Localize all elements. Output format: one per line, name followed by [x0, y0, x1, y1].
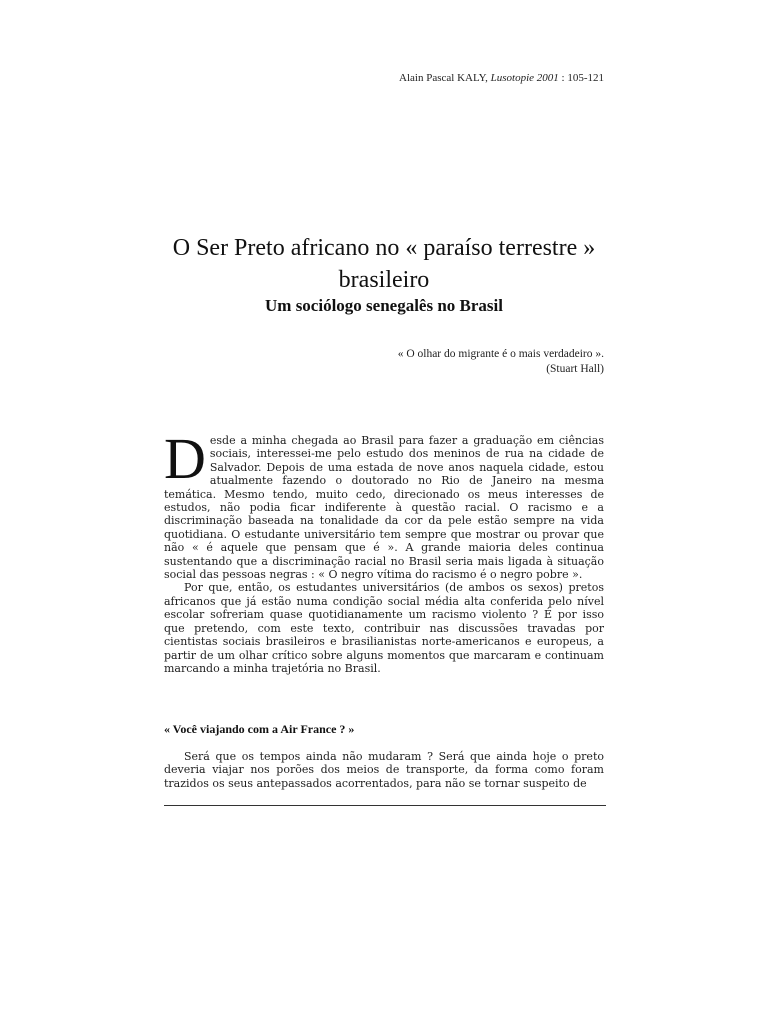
epigraph-attribution: (Stuart Hall): [546, 363, 604, 375]
page-bottom-rule: [164, 805, 606, 806]
drop-cap: D: [164, 426, 206, 491]
paragraph-2: Por que, então, os estudantes universitários (de ambos os sexos) pretos africanos que já estão numa condição social média alta conferida pelo nível escolar sofreriam quase quotidianamente um racismo violento ? É por isso que pretendo, com este texto, contribuir nas discussões travadas por cientistas sociais brasileiros e brasilianistas norte-americanos e europeus, a partir de um olhar crítico sobre alguns momentos que marcaram e continuam marcando a minha trajetória no Brasil.: [164, 581, 604, 675]
running-header: [399, 72, 604, 84]
article-title: O Ser Preto africano no « paraíso terrestre » brasileiro: [172, 235, 596, 293]
epigraph-quote: « O olhar do migrante é o mais verdadeiro ».: [397, 348, 604, 360]
epigraph: [398, 347, 604, 377]
section-heading: « Você viajando com a Air France ? »: [164, 722, 355, 736]
article-subtitle: Um sociólogo senegalês no Brasil: [265, 296, 503, 315]
section-body: [164, 750, 604, 790]
header-author: Alain Pascal KALY,: [399, 72, 491, 84]
body-text: [164, 426, 604, 675]
header-pages: : 105-121: [558, 72, 604, 84]
paragraph-1: [164, 426, 604, 582]
section-paragraph: Será que os tempos ainda não mudaram ? Será que ainda hoje o preto deveria viajar nos porões dos meios de transporte, da forma como foram trazidos os seus antepassados acorrentados, para não se tornar suspeito de: [164, 750, 604, 790]
paragraph-1-text: esde a minha chegada ao Brasil para fazer a graduação em ciências sociais, interessei-me pelo estudo dos meninos de rua na cidade de Salvador. Depois de uma estada de nove anos naquela cidade, estou atualmente fazendo o doutorado no Rio de Janeiro na mesma temática. Mesmo tendo, muito cedo, direcionado os meus interesses de estudos, não podia ficar indiferente à questão racial. O racismo e a discriminação baseada na tonalidade da cor da pele estão sempre na vida quotidiana. O estudante universitário tem sempre que mostrar ou provar que não « é aquele que pensam que é ». A grande maioria deles continua sustentando que a discriminação racial no Brasil seria mais ligada à situação social das pessoas negras : « O negro vítima do racismo é o negro pobre ».: [164, 434, 604, 582]
header-journal: Lusotopie 2001: [490, 72, 559, 84]
